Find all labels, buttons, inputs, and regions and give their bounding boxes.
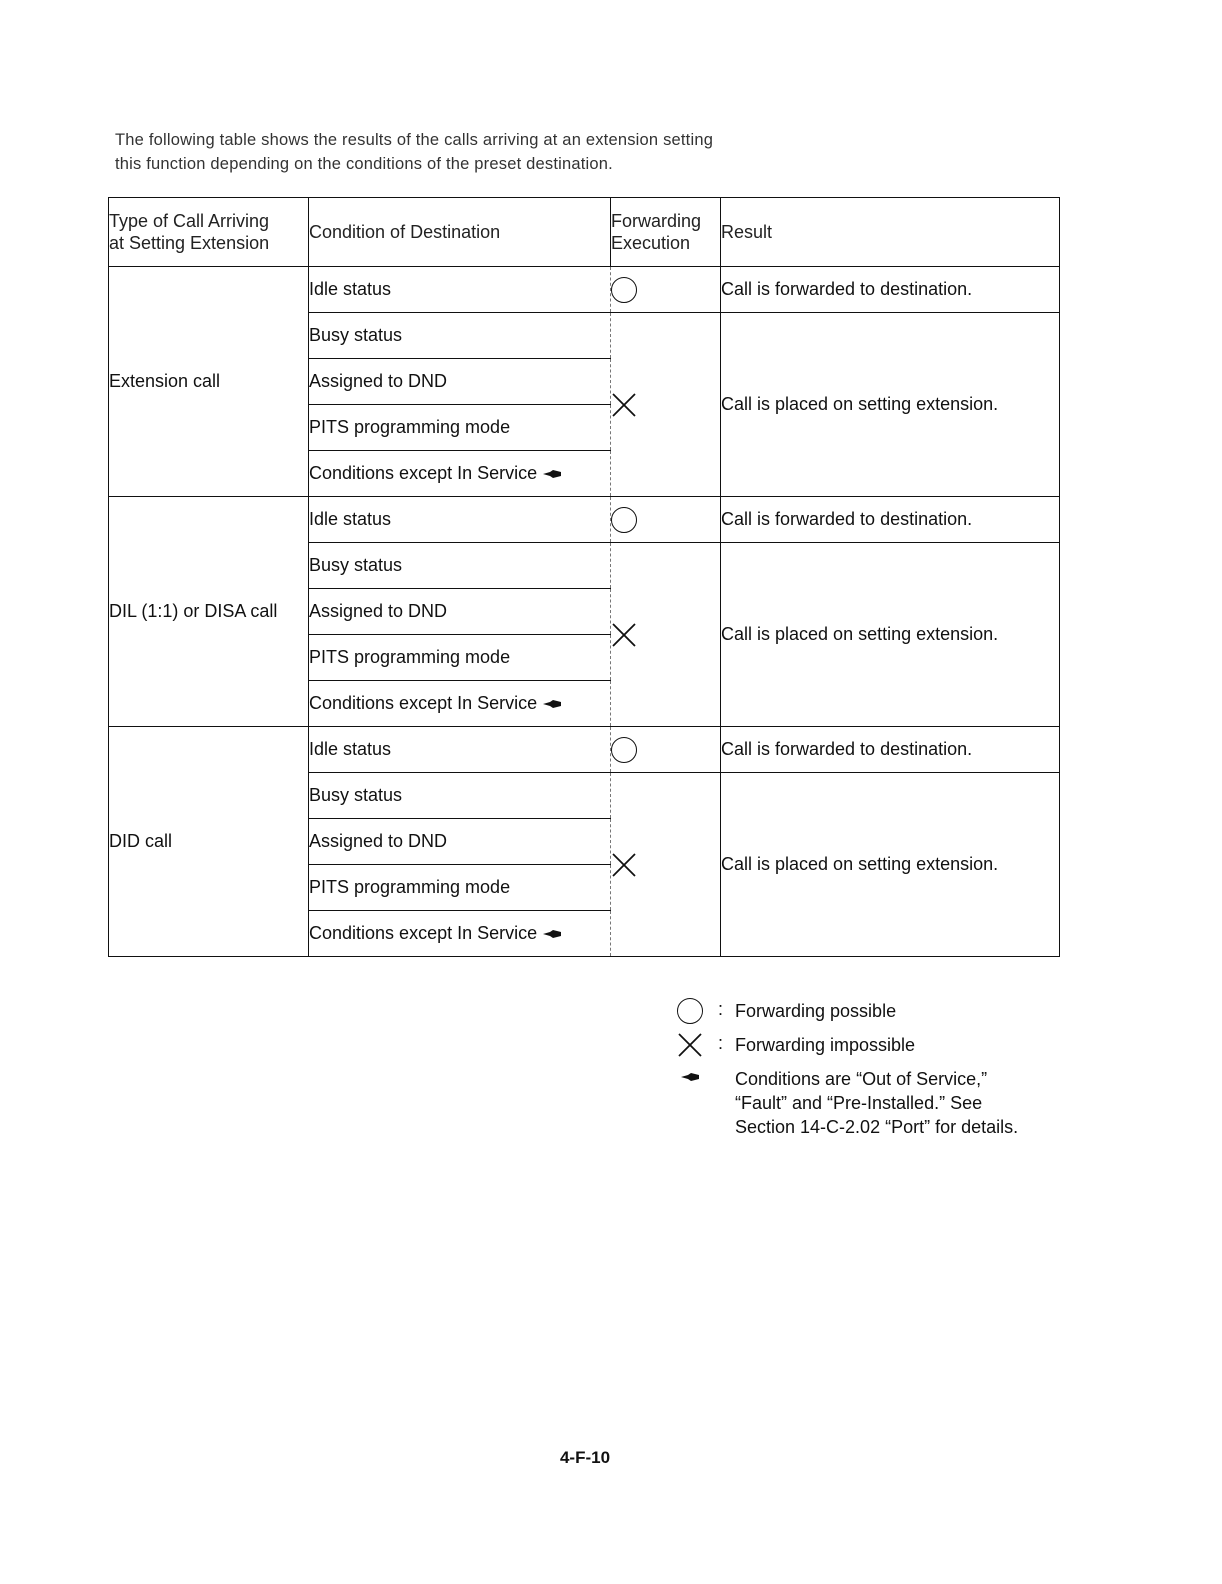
pointing-hand-icon (543, 470, 561, 478)
condition-cell: Idle status (309, 267, 611, 313)
result-cell: Call is placed on setting extension. (721, 313, 1060, 497)
pointing-hand-icon (543, 930, 561, 938)
legend-note: Conditions are “Out of Service,” “Fault” and “Pre-Installed.” See Section 14-C-2.02 “Port” for details. (735, 1069, 1019, 1137)
cross-icon (677, 1032, 703, 1058)
table-header-row (109, 198, 1060, 267)
legend-colon: : (718, 999, 724, 1019)
result-cell: Call is placed on setting extension. (721, 543, 1060, 727)
intro-line-1: The following table shows the results of the calls arriving at an extension setting (115, 131, 714, 149)
forwarding-results-table (108, 197, 1060, 957)
result-cell: Call is forwarded to destination. (721, 497, 1060, 543)
legend-label: Forwarding impossible (735, 1035, 916, 1055)
legend-item-possible (676, 996, 1096, 1030)
condition-cell: Idle status (309, 727, 611, 773)
condition-cell: Assigned to DND (309, 819, 611, 865)
condition-cell: PITS programming mode (309, 635, 611, 681)
call-type-cell: DID call (109, 727, 309, 957)
table-row (109, 267, 1060, 313)
condition-cell: Conditions except In Service (309, 911, 611, 957)
legend-item-impossible (676, 1030, 1096, 1064)
condition-cell: Busy status (309, 313, 611, 359)
header-forwarding-execution: Forwarding Execution (611, 198, 721, 267)
result-cell: Call is forwarded to destination. (721, 727, 1060, 773)
legend (676, 996, 1096, 1144)
header-call-type: Type of Call Arriving at Setting Extension (109, 198, 309, 267)
header-result: Result (721, 198, 1060, 267)
condition-cell: Assigned to DND (309, 359, 611, 405)
condition-cell: Idle status (309, 497, 611, 543)
circle-icon (611, 277, 637, 303)
circle-icon (611, 737, 637, 763)
pointing-hand-icon (681, 1073, 699, 1081)
cross-icon (611, 392, 637, 418)
intro-text (115, 128, 875, 176)
legend-label: Forwarding possible (735, 1001, 897, 1021)
circle-icon (611, 507, 637, 533)
circle-icon (677, 998, 703, 1024)
forwarding-possible-mark (611, 267, 721, 313)
forwarding-impossible-mark (611, 543, 721, 727)
condition-cell: Conditions except In Service (309, 681, 611, 727)
condition-cell: PITS programming mode (309, 405, 611, 451)
forwarding-impossible-mark (611, 313, 721, 497)
intro-line-2: this function depending on the conditions of the preset destination. (115, 155, 613, 173)
forwarding-impossible-mark (611, 773, 721, 957)
condition-cell: Busy status (309, 773, 611, 819)
legend-item-note (676, 1064, 1096, 1144)
result-cell: Call is placed on setting extension. (721, 773, 1060, 957)
condition-cell: PITS programming mode (309, 865, 611, 911)
call-type-cell: Extension call (109, 267, 309, 497)
header-condition: Condition of Destination (309, 198, 611, 267)
cross-icon (611, 852, 637, 878)
cross-icon (611, 622, 637, 648)
legend-colon: : (718, 1033, 724, 1053)
page-number: 4-F-10 (559, 1448, 611, 1467)
condition-cell: Assigned to DND (309, 589, 611, 635)
table-row (109, 727, 1060, 773)
forwarding-possible-mark (611, 727, 721, 773)
result-cell: Call is forwarded to destination. (721, 267, 1060, 313)
table-row (109, 497, 1060, 543)
condition-cell: Busy status (309, 543, 611, 589)
forwarding-possible-mark (611, 497, 721, 543)
call-type-cell: DIL (1:1) or DISA call (109, 497, 309, 727)
condition-cell: Conditions except In Service (309, 451, 611, 497)
pointing-hand-icon (543, 700, 561, 708)
